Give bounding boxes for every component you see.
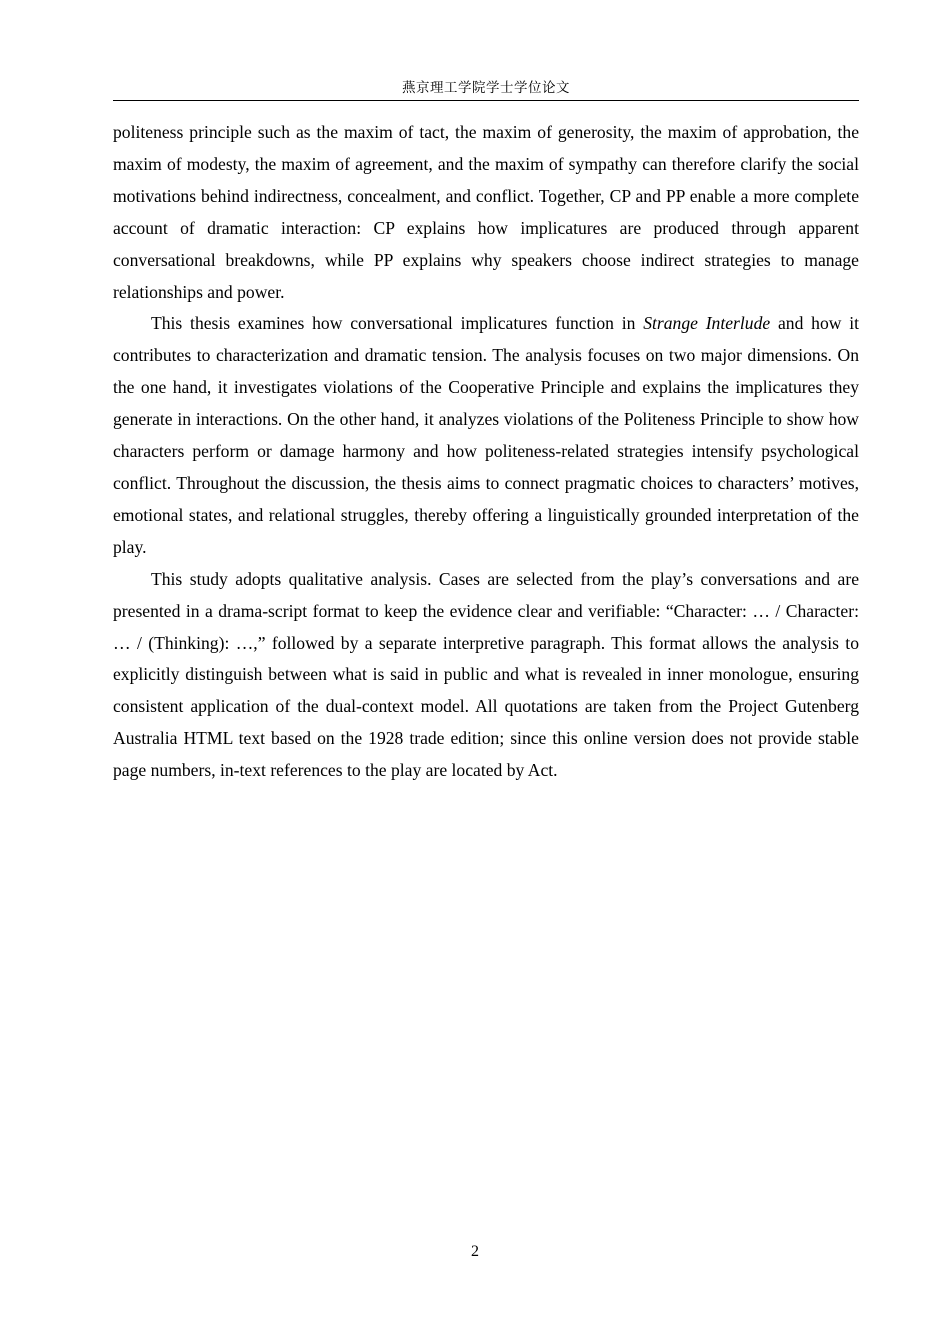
paragraph-text-segment: This thesis examines how conversational implicatures function in [151, 313, 644, 334]
play-title: Strange Interlude [643, 313, 771, 334]
paragraph-text-segment: and how it contributes to characterization and dramatic tension. The analysis focuses on two major dimensions. On the one hand, it investigates violations of the Cooperative Principle and explains the implicatures they generate in interactions. On the other hand, it analyzes violations of the Politeness Principle to show how characters perform or damage harmony and how politeness-related strategies intensify psychological conflict. Throughout the discussion, the thesis aims to connect pragmatic choices to characters’ motives, emotional states, and relational struggles, thereby offering a linguistically grounded interpretation of the play. [113, 313, 859, 557]
paragraph-methodology: This study adopts qualitative analysis. Cases are selected from the play’s conversations and are presented in a drama-script format to keep the evidence clear and verifiable: “Character: … / Character: … / (Thinking): …,” followed by a separate interpretive paragraph. This format allows the analysis to explicitly distinguish between what is said in public and what is revealed in inner monologue, ensuring consistent application of the dual-context model. All quotations are taken from the Project Gutenberg Australia HTML text based on the 1928 trade edition; since this online version does not provide stable page numbers, in-text references to the play are located by Act. [113, 568, 859, 781]
document-body [113, 117, 859, 787]
page-header [113, 78, 859, 101]
header-title: 燕京理工学院学士学位论文 [402, 80, 570, 95]
paragraph-thesis-scope [113, 308, 859, 563]
paragraph-politeness-maxims: politeness principle such as the maxim of tact, the maxim of generosity, the maxim of approbation, the maxim of modesty, the maxim of agreement, and the maxim of sympathy can therefore clarify the social motivations behind indirectness, concealment, and conflict. Together, CP and PP enable a more complete account of dramatic interaction: CP explains how implicatures are produced through apparent conversational breakdowns, while PP explains why speakers choose indirect strategies to manage relationships and power. [113, 122, 859, 302]
page-number: 2 [471, 1243, 479, 1260]
